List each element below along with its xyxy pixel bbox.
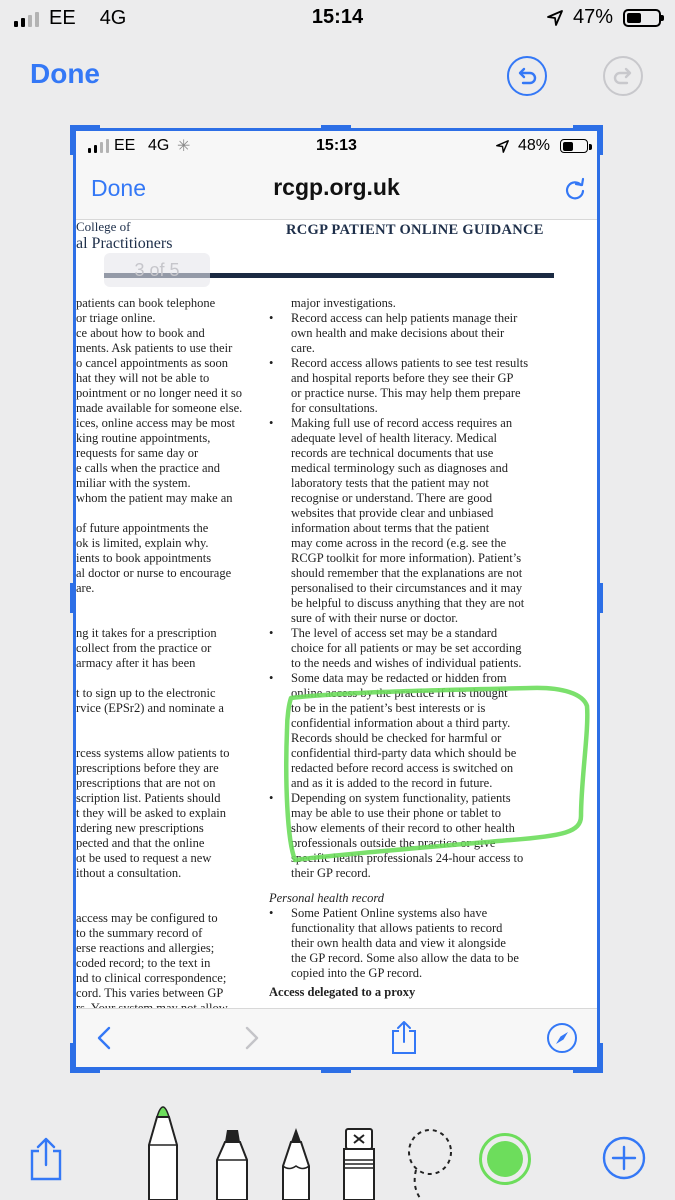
status-time: 15:14 <box>311 6 364 28</box>
doc-left-line: to the summary record of <box>76 926 203 940</box>
network-label: 4G <box>99 7 127 29</box>
done-button[interactable]: Done <box>30 58 100 89</box>
doc-left-line: pected and that the online <box>76 836 205 850</box>
browser-bottom-bar <box>76 1008 597 1067</box>
crop-handle-bottom-left-v[interactable] <box>70 1043 76 1073</box>
doc-line: to the needs and wishes of individual patients. <box>291 656 522 670</box>
crop-handle-top[interactable] <box>321 125 351 131</box>
compass-icon[interactable] <box>546 1022 578 1054</box>
doc-left-line: t to sign up to the electronic <box>76 686 216 700</box>
doc-line: information about terms that the patient <box>291 521 490 535</box>
location-arrow-icon <box>547 10 563 26</box>
doc-line: records are technical documents that use <box>291 446 494 460</box>
crop-handle-top-left-v[interactable] <box>70 125 76 155</box>
doc-left-line: are. <box>76 581 95 595</box>
doc-left-line: rvice (EPSr2) and nominate a <box>76 701 224 715</box>
inner-carrier: EE <box>114 137 136 154</box>
doc-left-line <box>76 506 242 521</box>
doc-left-line: al doctor or nurse to encourage <box>76 566 232 580</box>
redo-button[interactable] <box>603 56 643 96</box>
doc-line: show elements of their record to other health <box>291 821 515 835</box>
doc-left-line: ng it takes for a prescription <box>76 626 217 640</box>
doc-line: laboratory tests that the patient may not <box>291 476 489 490</box>
doc-left-line: ot be used to request a new <box>76 851 212 865</box>
doc-left-line: erse reactions and allergies; <box>76 941 215 955</box>
doc-left-line <box>76 731 242 746</box>
carrier-label: EE <box>49 7 76 29</box>
inner-status-bar <box>76 131 597 161</box>
crop-handle-bottom[interactable] <box>321 1067 351 1073</box>
doc-left-line: t they will be asked to explain <box>76 806 226 820</box>
share-icon[interactable] <box>390 1019 418 1055</box>
doc-bullet-line: • Record access allows patients to see test results <box>269 356 528 371</box>
doc-line: major investigations. <box>291 296 396 310</box>
doc-bullet-line: • Some data may be redacted or hidden from <box>269 671 528 686</box>
doc-line: and hospital reports before they see their GP <box>291 371 514 385</box>
undo-icon <box>509 58 545 94</box>
doc-left-line: of future appointments the <box>76 521 209 535</box>
doc-left-line <box>76 596 242 611</box>
doc-header-title: RCGP PATIENT ONLINE GUIDANCE <box>286 222 544 238</box>
crop-handle-top-right-v[interactable] <box>597 125 603 155</box>
reload-icon[interactable] <box>564 177 586 201</box>
doc-line: RCGP toolkit for more information). Patient’s <box>291 551 522 565</box>
doc-left-line: rdering new prescriptions <box>76 821 204 835</box>
doc-line: own health and make decisions about their <box>291 326 505 340</box>
doc-left-column <box>76 296 242 1031</box>
doc-line: Records should be checked for harmful or <box>291 731 502 745</box>
browser-nav-bar <box>76 161 597 220</box>
share-button[interactable] <box>27 1135 65 1181</box>
doc-left-line: scription list. Patients should <box>76 791 221 805</box>
doc-line: to be in the patient’s best interests or is <box>291 701 486 715</box>
doc-line: confidential information about a third party. <box>291 716 511 730</box>
page-indicator: 3 of 5 <box>104 253 210 287</box>
battery-percent: 47% <box>572 6 613 28</box>
doc-left-line: king routine appointments, <box>76 431 211 445</box>
doc-left-line: coded record; to the text in <box>76 956 211 970</box>
doc-line: specific health professionals 24-hour access to <box>291 851 524 865</box>
inner-battery-percent: 48% <box>518 137 551 154</box>
doc-left-line: ok is limited, explain why. <box>76 536 209 550</box>
doc-left-line: ithout a consultation. <box>76 866 182 880</box>
doc-left-line: or triage online. <box>76 311 156 325</box>
doc-left-line: o cancel appointments as soon <box>76 356 229 370</box>
doc-line: their GP record. <box>291 866 371 880</box>
doc-line: confidential third-party data which should be <box>291 746 517 760</box>
eraser-tool[interactable] <box>340 1126 378 1200</box>
doc-left-line: pointment or no longer need it so <box>76 386 242 400</box>
doc-left-line: rcess systems allow patients to <box>76 746 230 760</box>
inner-location-icon <box>496 140 509 153</box>
doc-left-line: ce about how to book and <box>76 326 205 340</box>
doc-line: professionals outside the practice or give <box>291 836 496 850</box>
doc-line: recognise or understand. There are good <box>291 491 493 505</box>
doc-line: for consultations. <box>291 401 378 415</box>
doc-left-line: hat they will not be able to <box>76 371 210 385</box>
doc-line: should remember that the explanations are not <box>291 566 523 580</box>
doc-left-line: ments. Ask patients to use their <box>76 341 233 355</box>
doc-bullet-line: • Depending on system functionality, patients <box>269 791 528 806</box>
doc-header-left <box>76 219 173 252</box>
marker-tool[interactable] <box>212 1126 252 1200</box>
doc-line: sure of with their nurse or doctor. <box>291 611 458 625</box>
inner-battery-icon <box>560 139 588 153</box>
crop-handle-bottom-right-v[interactable] <box>597 1043 603 1073</box>
add-markup-button[interactable] <box>601 1135 647 1181</box>
crop-handle-left[interactable] <box>70 583 76 613</box>
doc-line: may be able to use their phone or tablet to <box>291 806 502 820</box>
inner-network: 4G <box>148 137 170 154</box>
doc-line: websites that provide clear and unbiased <box>291 506 494 520</box>
doc-left-line: armacy after it has been <box>76 656 196 670</box>
doc-header-left-line2: al Practitioners <box>76 235 173 252</box>
loading-spinner-icon: ✳ <box>177 138 191 155</box>
doc-line: medical terminology such as diagnoses and <box>291 461 508 475</box>
doc-left-line: collect from the practice or <box>76 641 212 655</box>
section-heading-text: Personal health record <box>269 891 385 905</box>
doc-line: redacted before record access is switched on <box>291 761 514 775</box>
crop-handle-right[interactable] <box>597 583 603 613</box>
doc-line: functionality that allows patients to record <box>291 921 503 935</box>
doc-line: may come across in the record (e.g. see the <box>291 536 507 550</box>
selected-color-swatch <box>487 1141 523 1177</box>
doc-section-lines <box>269 906 519 981</box>
doc-left-line: whom the patient may make an <box>76 491 233 505</box>
doc-section-heading <box>269 891 384 906</box>
pencil-tool[interactable] <box>278 1126 314 1200</box>
doc-left-line: prescriptions before they are <box>76 761 219 775</box>
color-picker-button[interactable] <box>479 1133 531 1185</box>
doc-left-line: cord. This varies between GP <box>76 986 224 1000</box>
cut-heading-text: Access delegated to a proxy <box>269 985 416 999</box>
doc-left-line: ices, online access may be most <box>76 416 235 430</box>
doc-line: choice for all patients or may be set according <box>291 641 522 655</box>
doc-left-line <box>76 716 242 731</box>
battery-icon <box>623 9 661 27</box>
doc-header-left-line1: College of <box>76 219 131 234</box>
doc-left-line: prescriptions that are not on <box>76 776 216 790</box>
doc-line: online access by the practice if it is thought <box>291 686 508 700</box>
doc-left-line <box>76 671 242 686</box>
doc-line: copied into the GP record. <box>291 966 423 980</box>
lasso-tool[interactable] <box>402 1126 458 1200</box>
back-icon[interactable] <box>96 1026 112 1050</box>
doc-left-line <box>76 881 242 896</box>
doc-line: the GP record. Some also allow the data to be <box>291 951 519 965</box>
pen-tool[interactable] <box>140 1095 186 1200</box>
doc-bullet-line: • Making full use of record access requires an <box>269 416 528 431</box>
doc-left-line: ients to book appointments <box>76 551 212 565</box>
doc-cut-heading <box>269 985 415 1000</box>
doc-left-line <box>76 896 242 911</box>
inner-time: 15:13 <box>316 137 357 154</box>
battery-fill <box>627 13 641 23</box>
doc-left-line: requests for same day or <box>76 446 199 460</box>
doc-bullet-line: • Record access can help patients manage their <box>269 311 528 326</box>
doc-left-line <box>76 611 242 626</box>
url-label: rcgp.org.uk <box>273 174 400 200</box>
doc-left-line: access may be configured to <box>76 911 218 925</box>
status-right <box>547 6 661 29</box>
pdf-page <box>76 220 597 1008</box>
forward-icon[interactable] <box>244 1026 260 1050</box>
screenshot-crop-frame[interactable] <box>73 128 600 1070</box>
doc-left-line: nd to clinical correspondence; <box>76 971 227 985</box>
doc-bullet-line: • Some Patient Online systems also have <box>269 906 519 921</box>
doc-line: and as it is added to the record in future. <box>291 776 493 790</box>
inner-done-button[interactable]: Done <box>91 175 146 201</box>
doc-bullet-line: • The level of access set may be a standard <box>269 626 528 641</box>
doc-line: adequate level of health literacy. Medical <box>291 431 498 445</box>
doc-left-line: e calls when the practice and <box>76 461 221 475</box>
doc-line: care. <box>291 341 315 355</box>
status-bar <box>0 0 675 38</box>
inner-battery-fill <box>563 142 573 151</box>
doc-left-line: made available for someone else. <box>76 401 243 415</box>
doc-line: be helpful to discuss anything that they are not <box>291 596 525 610</box>
undo-button[interactable] <box>507 56 547 96</box>
doc-left-line: patients can book telephone <box>76 296 216 310</box>
doc-left-line: miliar with the system. <box>76 476 191 490</box>
doc-line: personalised to their circumstances and it may <box>291 581 523 595</box>
doc-line: or practice nurse. This may help them prepare <box>291 386 521 400</box>
redo-icon <box>605 58 641 94</box>
doc-line: their own health data and view it alongside <box>291 936 506 950</box>
green-highlight-annotation <box>281 690 593 862</box>
